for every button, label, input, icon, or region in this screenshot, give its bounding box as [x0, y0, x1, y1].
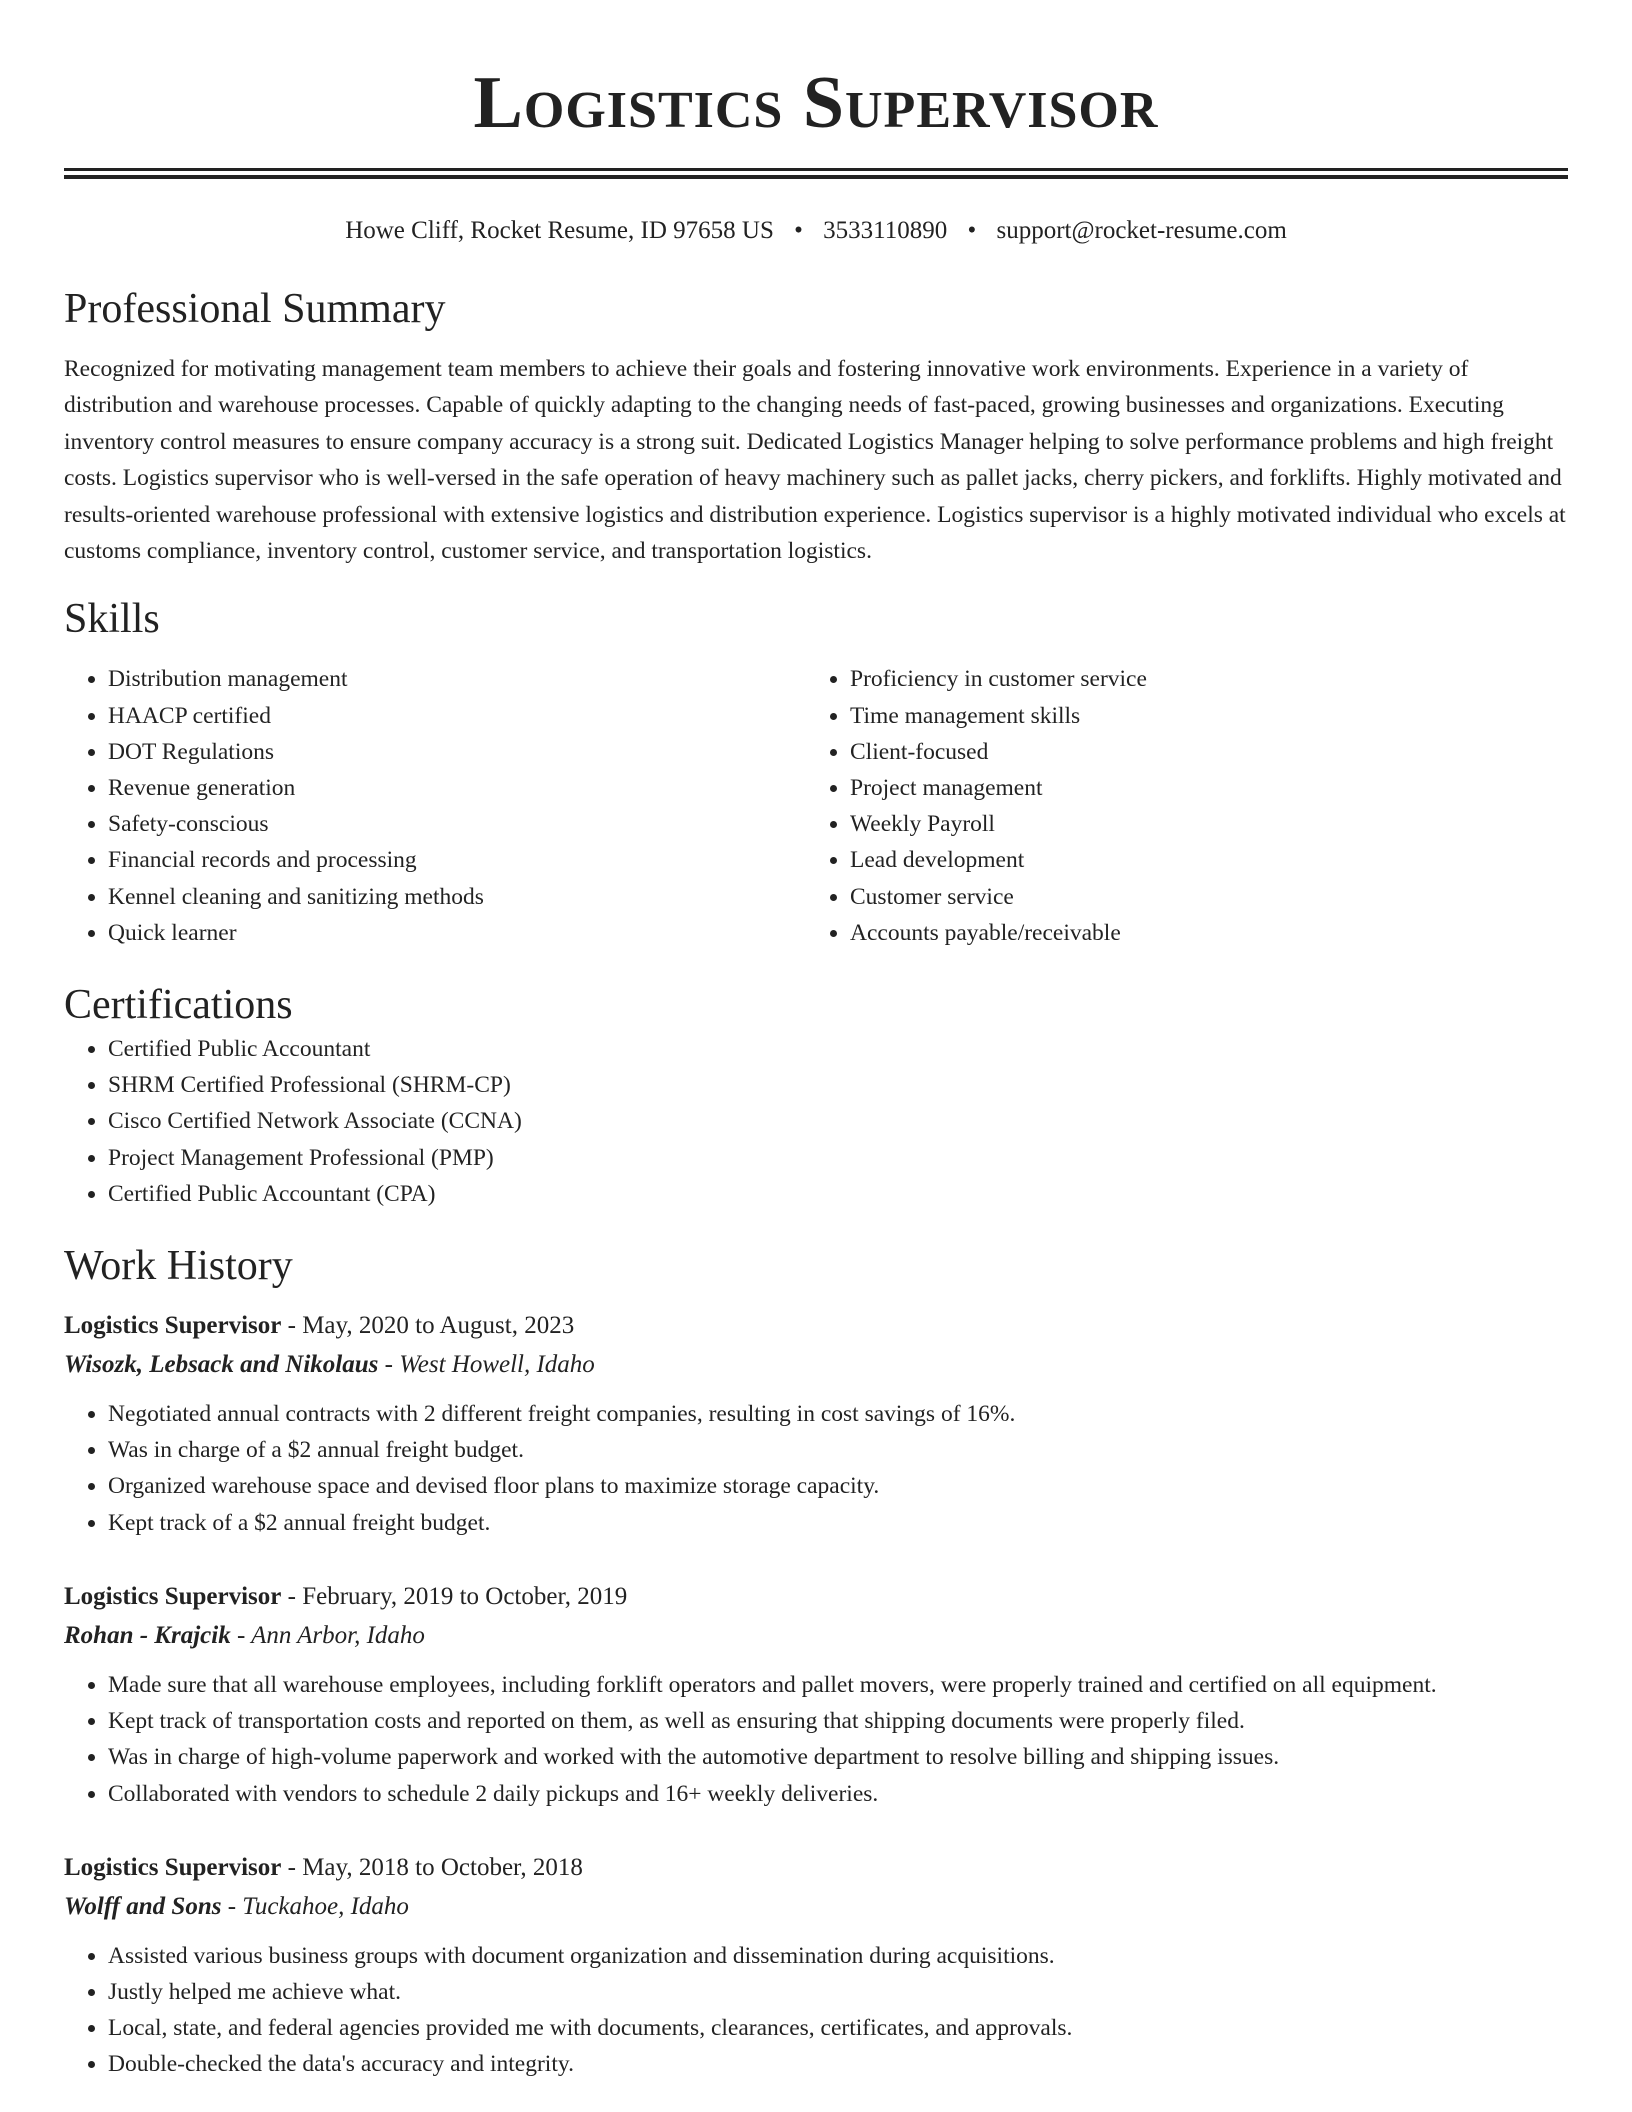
- certifications-heading: Certifications: [64, 982, 293, 1029]
- job-bullets: [64, 1396, 1568, 1541]
- certification-item: • SHRM Certified Professional (SHRM-CP): [108, 1067, 1568, 1103]
- job-location: - Tuckahoe, Idaho: [221, 1892, 409, 1920]
- job-bullet: • Kept track of a $2 annual freight budget.: [108, 1505, 1568, 1541]
- skills-heading: Skills: [64, 596, 160, 643]
- skill-item: • Revenue generation: [108, 770, 806, 806]
- work-history-heading: Work History: [64, 1243, 293, 1290]
- resume-page: [64, 0, 1568, 2083]
- certification-item: • Project Management Professional (PMP): [108, 1140, 1568, 1176]
- contact-address: Howe Cliff, Rocket Resume, ID 97658 US: [345, 217, 774, 244]
- job-bullet: • Was in charge of high-volume paperwork and worked with the automotive department to resolve billing and shipping issues.: [108, 1739, 1568, 1775]
- job-bullet: • Made sure that all warehouse employees, including forklift operators and pallet movers, were properly trained and certified on all equipment.: [108, 1667, 1568, 1703]
- skill-item: • Proficiency in customer service: [850, 661, 1548, 697]
- job-entry: [64, 1577, 1568, 1812]
- skill-item: • Time management skills: [850, 698, 1548, 734]
- skill-item: • Accounts payable/receivable: [850, 915, 1548, 951]
- job-dates: - May, 2020 to August, 2023: [281, 1312, 575, 1340]
- job-bullet: • Kept track of transportation costs and reported on them, as well as ensuring that shipping documents were properly filed.: [108, 1703, 1568, 1739]
- contact-separator: •: [967, 217, 977, 244]
- job-bullet: • Double-checked the data's accuracy and integrity.: [108, 2046, 1568, 2082]
- job-dates: - February, 2019 to October, 2019: [281, 1582, 628, 1610]
- skill-item: • Project management: [850, 770, 1548, 806]
- job-bullet: • Collaborated with vendors to schedule 2 daily pickups and 16+ weekly deliveries.: [108, 1776, 1568, 1812]
- job-bullet: • Justly helped me achieve what.: [108, 1974, 1568, 2010]
- job-company-line: [64, 1616, 1568, 1655]
- resume-name: Logistics Supervisor: [473, 62, 1159, 144]
- job-title-line: [64, 1848, 1568, 1887]
- job-bullet: • Negotiated annual contracts with 2 different freight companies, resulting in cost savings of 16%.: [108, 1396, 1568, 1432]
- skills-right-list: [806, 661, 1548, 951]
- header-double-rule: [64, 168, 1568, 179]
- contact-line: [64, 215, 1568, 247]
- job-title: Logistics Supervisor: [64, 1312, 282, 1340]
- job-bullet: • Was in charge of a $2 annual freight budget.: [108, 1432, 1568, 1468]
- job-company-line: [64, 1887, 1568, 1926]
- skill-item: • DOT Regulations: [108, 734, 806, 770]
- summary-heading: Professional Summary: [64, 286, 446, 332]
- job-company: Wisozk, Lebsack and Nikolaus: [64, 1351, 379, 1379]
- job-entry: [64, 1848, 1568, 2083]
- skill-item: • Financial records and processing: [108, 842, 806, 878]
- skill-item: • Quick learner: [108, 915, 806, 951]
- job-title: Logistics Supervisor: [64, 1853, 282, 1881]
- job-bullet: • Organized warehouse space and devised floor plans to maximize storage capacity.: [108, 1468, 1568, 1504]
- job-dates: - May, 2018 to October, 2018: [281, 1853, 583, 1881]
- skill-item: • Client-focused: [850, 734, 1548, 770]
- job-title: Logistics Supervisor: [64, 1582, 282, 1610]
- job-company: Wolff and Sons: [64, 1892, 222, 1920]
- skills-columns: [64, 661, 1568, 951]
- job-bullet: • Local, state, and federal agencies provided me with documents, clearances, certificates, and approvals.: [108, 2010, 1568, 2046]
- job-bullet: • Assisted various business groups with document organization and dissemination during acquisitions.: [108, 1938, 1568, 1974]
- job-company-line: [64, 1345, 1568, 1384]
- contact-email: support@rocket-resume.com: [996, 217, 1287, 244]
- contact-phone: 3533110890: [823, 217, 948, 244]
- skill-item: • Weekly Payroll: [850, 806, 1548, 842]
- job-location: - West Howell, Idaho: [378, 1351, 595, 1379]
- skill-item: • Customer service: [850, 879, 1548, 915]
- job-bullets: [64, 1938, 1568, 2083]
- skill-item: • Distribution management: [108, 661, 806, 697]
- skill-item: • Safety-conscious: [108, 806, 806, 842]
- certification-item: • Certified Public Accountant (CPA): [108, 1176, 1568, 1212]
- skill-item: • Lead development: [850, 842, 1548, 878]
- certification-item: • Cisco Certified Network Associate (CCNA): [108, 1103, 1568, 1139]
- certifications-list: [64, 1031, 1568, 1212]
- job-company: Rohan - Krajcik: [64, 1621, 231, 1649]
- contact-separator: •: [794, 217, 803, 244]
- skills-left-list: [64, 661, 806, 951]
- summary-text: Recognized for motivating management team members to achieve their goals and fostering innovative work environments. Experience in a variety of distribution and warehouse processes. Capable of quickly adapting to the changing needs of fast-paced, growing businesses and organizations. Executing inventory control measures to ensure company accuracy is a strong suit. Dedicated Logistics Manager helping to solve performance problems and high freight costs. Logistics supervisor who is well-versed in the safe operation of heavy machinery such as pallet jacks, cherry pickers, and forklifts. Highly motivated and results-oriented warehouse professional with extensive logistics and distribution experience. Logistics supervisor is a highly motivated individual who excels at customs compliance, inventory control, customer service, and transportation logistics.: [64, 356, 1566, 565]
- job-entry: [64, 1306, 1568, 1541]
- job-location: - Ann Arbor, Idaho: [230, 1621, 425, 1649]
- skill-item: • HAACP certified: [108, 698, 806, 734]
- job-title-line: [64, 1577, 1568, 1616]
- job-bullets: [64, 1667, 1568, 1812]
- job-title-line: [64, 1306, 1568, 1345]
- certification-item: • Certified Public Accountant: [108, 1031, 1568, 1067]
- skill-item: • Kennel cleaning and sanitizing methods: [108, 879, 806, 915]
